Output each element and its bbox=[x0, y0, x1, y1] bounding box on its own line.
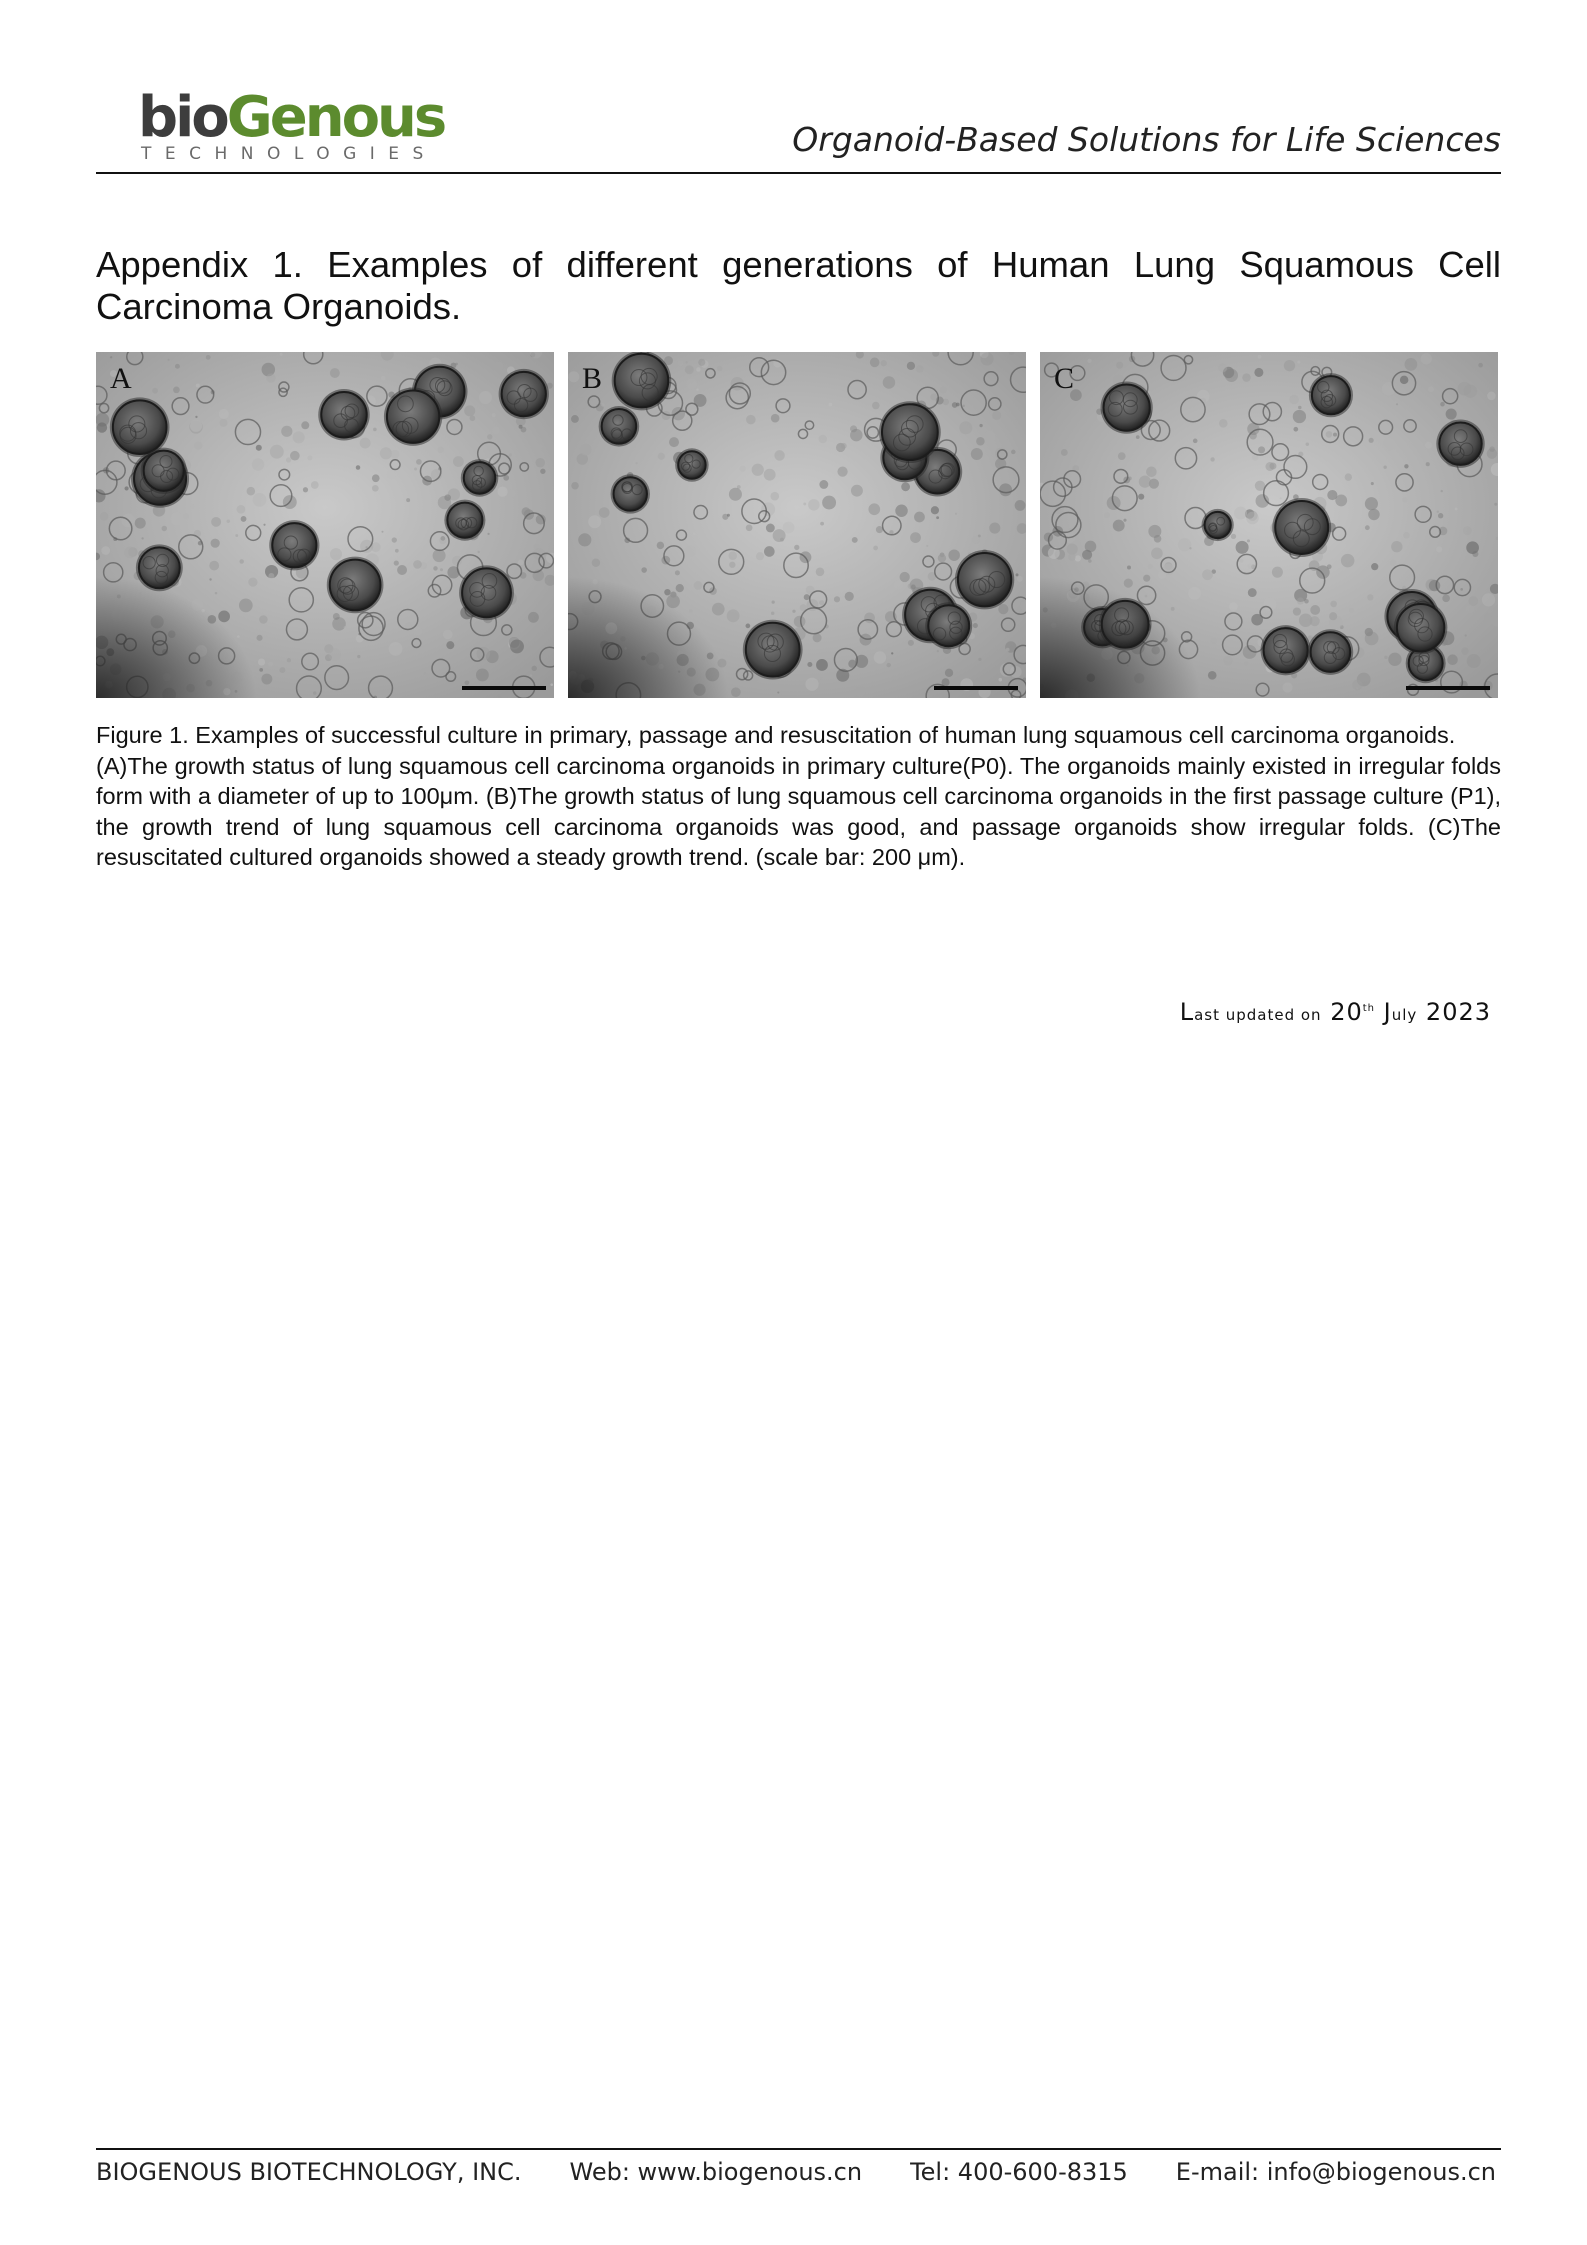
footer-web[interactable]: Web: www.biogenous.cn bbox=[569, 2158, 863, 2186]
footer-company: BIOGENOUS BIOTECHNOLOGY, INC. bbox=[96, 2158, 522, 2186]
logo-genous: Genous bbox=[226, 85, 445, 150]
page-footer bbox=[96, 2158, 1496, 2186]
updated-ordinal: th bbox=[1362, 1003, 1375, 1014]
scale-bar bbox=[1406, 686, 1490, 690]
vignette bbox=[568, 352, 1026, 698]
updated-month: uly bbox=[1391, 1006, 1418, 1024]
figure-caption bbox=[96, 720, 1501, 873]
footer-email[interactable]: E-mail: info@biogenous.cn bbox=[1175, 2158, 1496, 2186]
updated-day: 20 bbox=[1330, 998, 1363, 1026]
updated-year: 2023 bbox=[1425, 998, 1491, 1026]
micrograph-image-a bbox=[96, 352, 554, 698]
scale-bar bbox=[934, 686, 1018, 690]
updated-word: ast updated on bbox=[1194, 1006, 1322, 1024]
last-updated bbox=[1180, 998, 1491, 1026]
micrograph-panel-b bbox=[568, 352, 1026, 698]
micrograph-panel-c bbox=[1040, 352, 1498, 698]
caption-body: (A)The growth status of lung squamous cell carcinoma organoids in primary culture(P0). The organoids mainly existed in irregular folds form with a diameter of up to 100μm. (B)The growth status of lung squamous cell carcinoma organoids in the first passage culture (P1), the growth trend of lung squamous cell carcinoma organoids was good, and passage organoids show irregular folds. (C)The resuscitated cultured organoids showed a steady growth trend. (scale bar: 200 μm). bbox=[96, 752, 1501, 870]
updated-j: J bbox=[1383, 998, 1392, 1026]
micrograph-image-c bbox=[1040, 352, 1498, 698]
header-tagline: Organoid-Based Solutions for Life Sciences bbox=[792, 120, 1501, 159]
panel-letter-b: B bbox=[582, 362, 603, 395]
panel-letter-c: C bbox=[1054, 362, 1075, 395]
vignette bbox=[1040, 352, 1498, 698]
biogenous-logo bbox=[138, 86, 444, 164]
footer-divider bbox=[96, 2148, 1501, 2150]
logo-bio: bio bbox=[138, 85, 227, 150]
logo-wordmark bbox=[138, 86, 444, 150]
footer-tel: Tel: 400-600-8315 bbox=[910, 2158, 1128, 2186]
header-divider bbox=[96, 172, 1501, 174]
caption-heading: Figure 1. Examples of successful culture in primary, passage and resuscitation of human lung squamous cell carcinoma organoids. bbox=[96, 722, 1456, 748]
updated-l: L bbox=[1179, 998, 1195, 1026]
page-header bbox=[96, 86, 1501, 174]
vignette bbox=[96, 352, 554, 698]
scale-bar bbox=[462, 686, 546, 690]
micrograph-panel-a bbox=[96, 352, 554, 698]
panel-letter-a: A bbox=[110, 362, 132, 395]
appendix-title: Appendix 1. Examples of different generations of Human Lung Squamous Cell Carcinoma Organoids. bbox=[96, 244, 1501, 327]
logo-subtitle: TECHNOLOGIES bbox=[141, 144, 437, 164]
figure-panels bbox=[96, 352, 1501, 698]
micrograph-image-b bbox=[568, 352, 1026, 698]
